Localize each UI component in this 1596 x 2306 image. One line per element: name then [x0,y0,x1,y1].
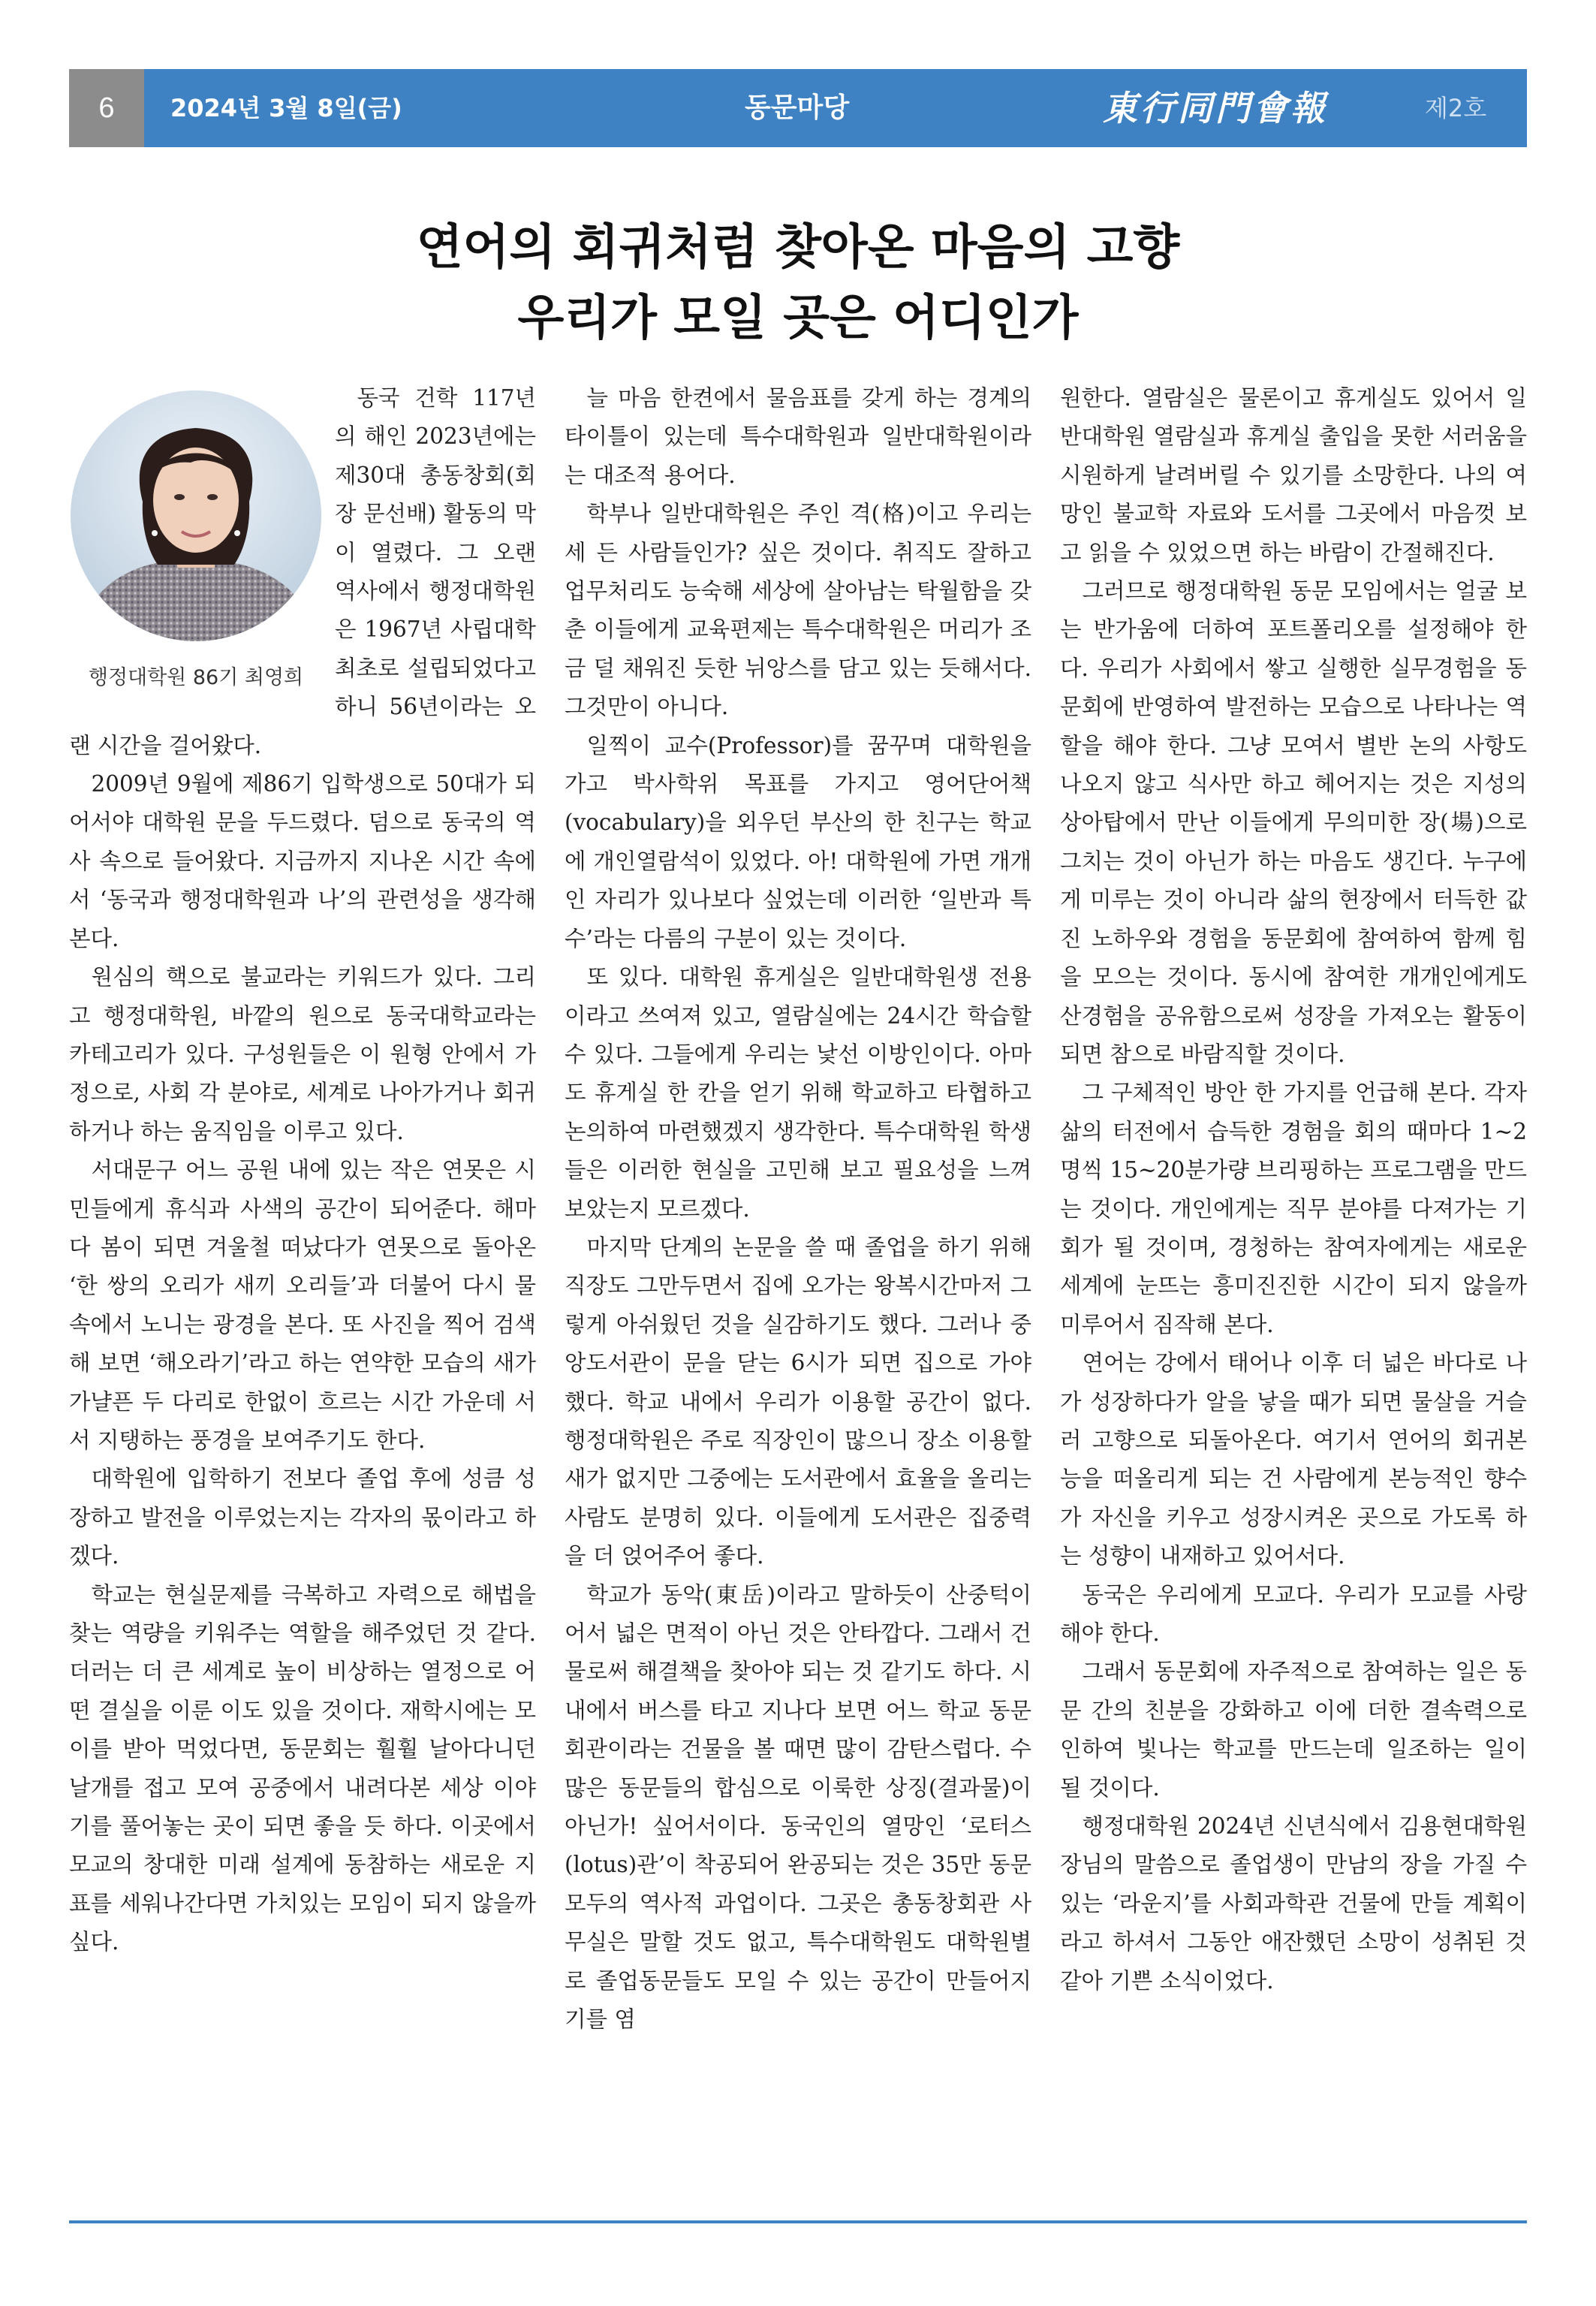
paragraph: 학교가 동악(東岳)이라고 말하듯이 산중턱이어서 넓은 면적이 아닌 것은 안타깝다. 그래서 건물로써 해결책을 찾아야 되는 것 같기도 하다. 시내에서 버스를 타고 지나다 보면 어느 학교 동문회관이라는 건물을 볼 때면 많이 감탄스럽다. 수많은 동문들의 합심으로 이룩한 상징(결과물)이 아닌가! 싶어서이다. 동국인의 열망인 ‘로터스(lotus)관’이 착공되어 완공되는 것은 35만 동문 모두의 역사적 과업이다. 그곳은 총동창회관 사무실은 말할 것도 없고, 특수대학원도 대학원별로 졸업동문들도 모일 수 있는 공간이 만들어지기를 염 [565,1581,1031,2033]
paragraph: 행정대학원 2024년 신년식에서 김용현대학원장님의 말씀으로 졸업생이 만남의 장을 가질 수 있는 ‘라운지’를 사회과학관 건물에 만들 계획이라고 하셔서 그동안 애잔했던 소망이 성취된 것 같아 기쁜 소식이었다. [1060,1813,1527,1994]
section-title: 동문마당 [745,92,850,123]
paragraph: 2009년 9월에 제86기 입학생으로 50대가 되어서야 대학원 문을 두드렸다. 덤으로 동국의 역사 속으로 들어왔다. 지금까지 지나온 시간 속에서 ‘동국과 행정대학원과 나’의 관련성을 생각해 본다. [69,771,536,951]
newspaper-name: 東行同門會報 [1103,88,1328,128]
page-number: 6 [69,69,144,147]
article-column-3 [1060,379,1527,2000]
author-photo-block [68,379,324,704]
paragraph: 동국은 우리에게 모교다. 우리가 모교를 사랑해야 한다. [1060,1581,1527,1646]
paragraph: 그래서 동문회에 자주적으로 참여하는 일은 동문 간의 친분을 강화하고 이에 더한 결속력으로 인하여 빛나는 학교를 만드는데 일조하는 일이 될 것이다. [1060,1659,1527,1801]
article-column-2 [565,379,1031,2039]
paragraph: 늘 마음 한켠에서 물음표를 갖게 하는 경계의 타이틀이 있는데 특수대학원과 일반대학원이라는 대조적 용어다. [565,385,1031,488]
issue-number: 제2호 [1425,94,1487,122]
paragraph: 또 있다. 대학원 휴게실은 일반대학원생 전용이라고 쓰여져 있고, 열람실에는 24시간 학습할 수 있다. 그들에게 우리는 낯선 이방인이다. 아마도 휴게실 한 칸을 얻기 위해 학교하고 타협하고 논의하여 마련했겠지 생각한다. 특수대학원 학생들은 이러한 현실을 고민해 보고 필요성을 느껴 보았는지 모르겠다. [565,964,1031,1222]
paragraph: 일찍이 교수(Professor)를 꿈꾸며 대학원을 가고 박사학위 목표를 가지고 영어단어책(vocabulary)을 외우던 부산의 한 친구는 학교에 개인열람석이 있었다. 아! 대학원에 가면 개개인 자리가 있나보다 싶었는데 이러한 ‘일반과 특수’라는 다름의 구분이 있는 것이다. [565,732,1031,951]
paragraph: 동국 건학 117년의 해인 2023년에는 제30대 총동창회(회장 문선배) 활동의 막이 열렸다. 그 오랜 역사에서 행정대학원은 1967년 사립대학 최초로 설립되었다고 하니 56년이라는 오랜 시간을 걸어왔다. [69,385,536,758]
headline-line-2: 우리가 모일 곳은 어디인가 [517,291,1079,346]
headline-line-1: 연어의 회귀처럼 찾아온 마음의 고향 [416,220,1180,276]
paragraph: 연어는 강에서 태어나 이후 더 넓은 바다로 나가 성장하다가 알을 낳을 때가 되면 물살을 거슬러 고향으로 되돌아온다. 여기서 연어의 회귀본능을 떠올리게 되는 건 사람에게 본능적인 향수가 자신을 키우고 성장시켜온 곳으로 가도록 하는 성향이 내재하고 있어서다. [1060,1350,1527,1569]
paragraph: 서대문구 어느 공원 내에 있는 작은 연못은 시민들에게 휴식과 사색의 공간이 되어준다. 해마다 봄이 되면 겨울철 떠났다가 연못으로 돌아온 ‘한 쌍의 오리가 새끼 오리들’과 더불어 다시 물속에서 노니는 광경을 본다. 또 사진을 찍어 검색해 보면 ‘해오라기’라고 하는 연약한 모습의 새가 가냘픈 두 다리로 한없이 흐르는 시간 가운데 서서 지탱하는 풍경을 보여주기도 한다. [69,1157,536,1453]
paragraph-continued: 원한다. 열람실은 물론이고 휴게실도 있어서 일반대학원 열람실과 휴게실 출입을 못한 서러움을 시원하게 날려버릴 수 있기를 소망한다. 나의 여망인 불교학 자료와 도서를 그곳에서 마음껏 보고 읽을 수 있었으면 하는 바람이 간절해진다. [1060,385,1527,565]
page-header [69,69,1527,147]
footer-rule [69,2220,1527,2223]
paragraph: 원심의 핵으로 불교라는 키워드가 있다. 그리고 행정대학원, 바깥의 원으로 동국대학교라는 카테고리가 있다. 구성원들은 이 원형 안에서 가정으로, 사회 각 분야로, 세계로 나아가거나 회귀하거나 하는 움직임을 이루고 있다. [69,964,536,1144]
paragraph: 학교는 현실문제를 극복하고 자력으로 해법을 찾는 역량을 키워주는 역할을 해주었던 것 같다. 더러는 더 큰 세계로 높이 비상하는 열정으로 어떤 결실을 이룬 이도 있을 것이다. 재학시에는 모이를 받아 먹었다면, 동문회는 훨훨 날아다니던 날개를 접고 모여 공중에서 내려다본 세상 이야기를 풀어놓는 곳이 되면 좋을 듯 하다. 이곳에서 모교의 창대한 미래 설계에 동참하는 새로운 지표를 세워나간다면 가치있는 모임이 되지 않을까 싶다. [69,1581,536,1955]
paragraph: 마지막 단계의 논문을 쓸 때 졸업을 하기 위해 직장도 그만두면서 집에 오가는 왕복시간마저 그렇게 아쉬웠던 것을 실감하기도 했다. 그러나 중앙도서관이 문을 닫는 6시가 되면 집으로 가야 했다. 학교 내에서 우리가 이용할 공간이 없다. 행정대학원은 주로 직장인이 많으니 장소 이용할 새가 없지만 그중에는 도서관에서 효율을 올리는 사람도 분명히 있다. 이들에게 도서관은 집중력을 더 얹어주어 좋다. [565,1234,1031,1569]
author-photo [71,390,321,641]
paragraph: 그러므로 행정대학원 동문 모임에서는 얼굴 보는 반가움에 더하여 포트폴리오를 설정해야 한다. 우리가 사회에서 쌓고 실행한 실무경험을 동문회에 반영하여 발전하는 모습으로 나타나는 역할을 해야 한다. 그냥 모여서 별반 논의 사항도 나오지 않고 식사만 하고 헤어지는 것은 지성의 상아탑에서 만난 이들에게 무의미한 장(場)으로 그치는 것이 아닌가 하는 마음도 생긴다. 누구에게 미루는 것이 아니라 삶의 현장에서 터득한 값진 노하우와 경험을 동문회에 참여하여 함께 힘을 모으는 것이다. 동시에 참여한 개개인에게도 산경험을 공유함으로써 성장을 가져오는 활동이 되면 참으로 바람직할 것이다. [1060,578,1527,1067]
issue-date: 2024년 3월 8일(금) [170,94,402,122]
paragraph: 학부나 일반대학원은 주인 격(格)이고 우리는 세 든 사람들인가? 싶은 것이다. 취직도 잘하고 업무처리도 능숙해 세상에 살아남는 탁월함을 갖춘 이들에게 교육편제는 특수대학원은 머리가 조금 덜 채워진 듯한 뉘앙스를 담고 있는 듯해서다. 그것만이 아니다. [565,501,1031,720]
paragraph: 대학원에 입학하기 전보다 졸업 후에 성큼 성장하고 발전을 이루었는지는 각자의 몫이라고 하겠다. [69,1466,536,1569]
paragraph: 그 구체적인 방안 한 가지를 언급해 본다. 각자 삶의 터전에서 습득한 경험을 회의 때마다 1~2명씩 15~20분가량 브리핑하는 프로그램을 만드는 것이다. 개인에게는 직무 분야를 다져가는 기회가 될 것이며, 경청하는 참여자에게는 새로운 세계에 눈뜨는 흥미진진한 시간이 되지 않을까 미루어서 짐작해 본다. [1060,1080,1527,1337]
photo-caption: 행정대학원 86기 최영희 [88,666,304,689]
article-column-1 [69,379,536,1962]
